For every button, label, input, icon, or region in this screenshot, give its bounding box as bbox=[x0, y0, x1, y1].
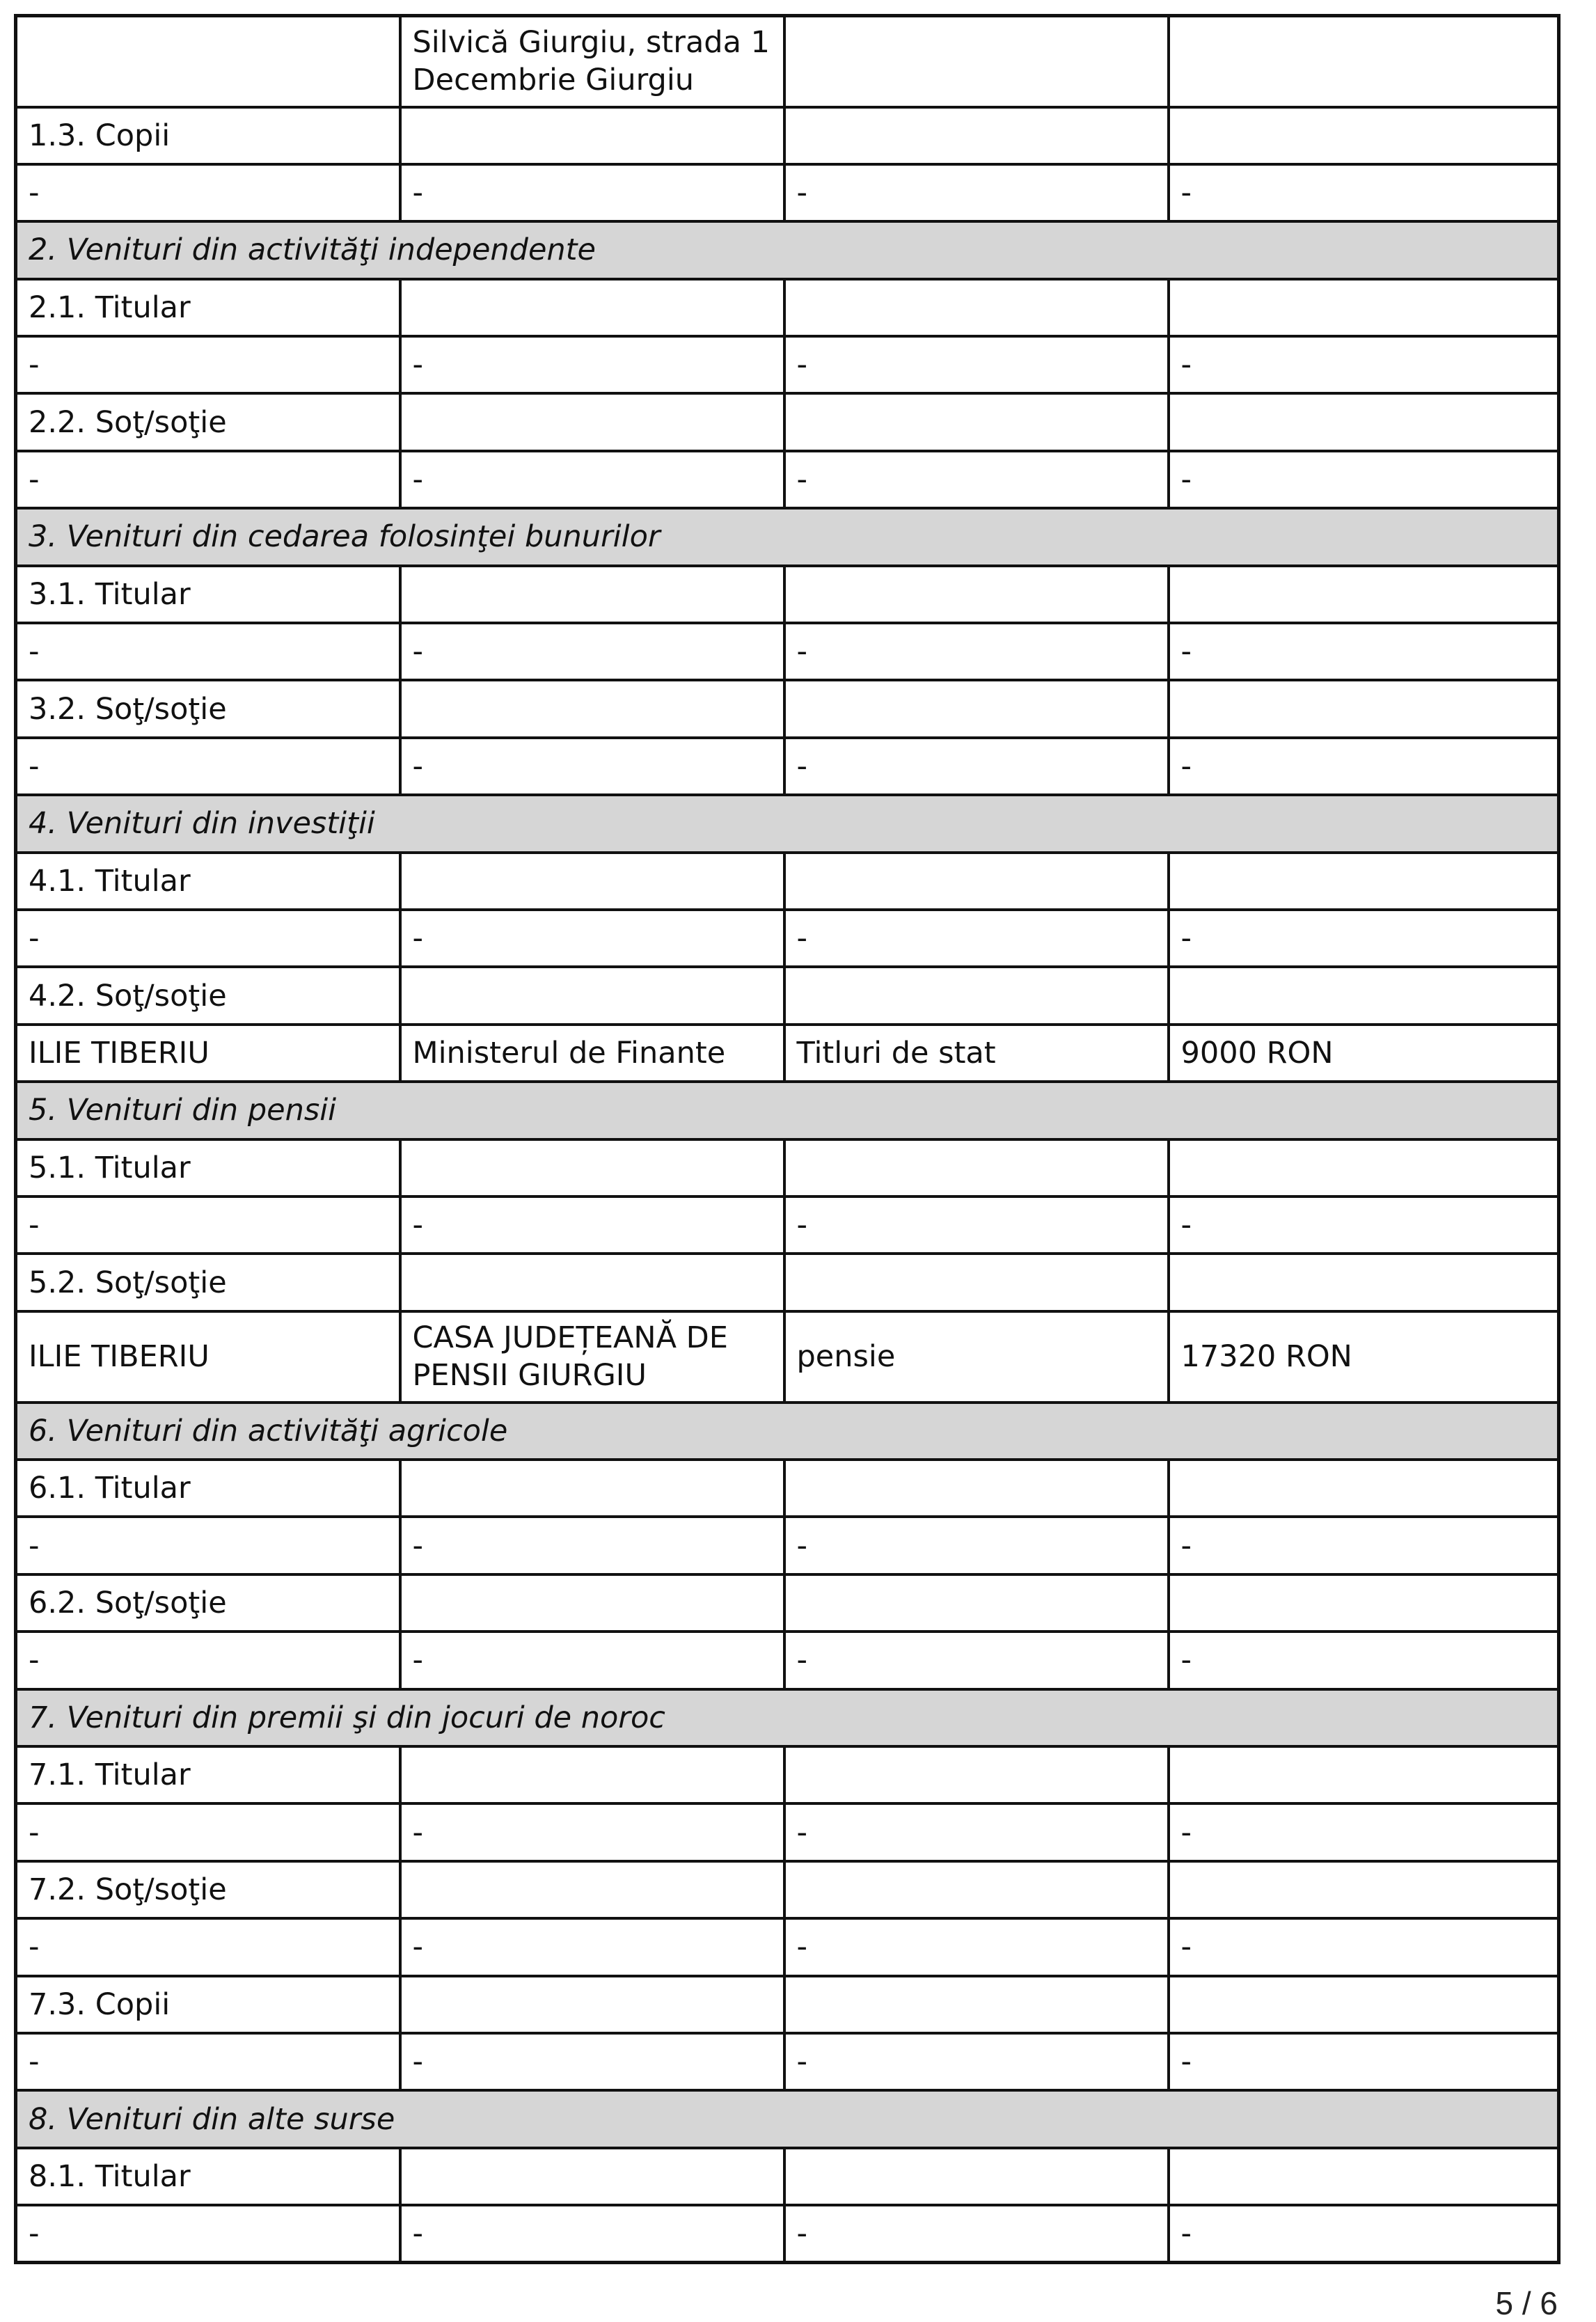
table-cell: ILIE TIBERIU bbox=[16, 1311, 400, 1403]
section-header-row bbox=[16, 1403, 1559, 1460]
table-cell: 4.2. Soţ/soţie bbox=[16, 967, 400, 1024]
table-cell: - bbox=[400, 336, 784, 393]
table-cell bbox=[1169, 967, 1559, 1024]
table-cell: - bbox=[784, 2205, 1169, 2262]
table-cell: - bbox=[1169, 623, 1559, 680]
table-cell: - bbox=[400, 1803, 784, 1861]
table-cell bbox=[784, 1861, 1169, 1918]
table-cell: - bbox=[16, 2033, 400, 2090]
table-cell: 2.1. Titular bbox=[16, 279, 400, 336]
table-cell: - bbox=[1169, 451, 1559, 508]
income-declaration-table bbox=[14, 14, 1561, 2264]
table-cell: Silvică Giurgiu, strada 1 Decembrie Giurgiu bbox=[400, 16, 784, 107]
table-row bbox=[16, 1861, 1559, 1918]
table-cell: - bbox=[400, 451, 784, 508]
table-cell bbox=[400, 1976, 784, 2033]
table-row bbox=[16, 1460, 1559, 1517]
table-row bbox=[16, 738, 1559, 795]
table-cell: 7.1. Titular bbox=[16, 1746, 400, 1803]
table-cell: - bbox=[1169, 336, 1559, 393]
table-cell bbox=[784, 853, 1169, 910]
table-row bbox=[16, 336, 1559, 393]
table-cell: - bbox=[784, 623, 1169, 680]
table-cell bbox=[1169, 16, 1559, 107]
table-row bbox=[16, 1746, 1559, 1803]
table-cell: - bbox=[784, 1918, 1169, 1975]
section-title: 4. Venituri din investiţii bbox=[16, 795, 1559, 852]
table-cell bbox=[400, 1460, 784, 1517]
table-cell: - bbox=[16, 1517, 400, 1574]
table-cell: 8.1. Titular bbox=[16, 2148, 400, 2205]
table-cell: - bbox=[16, 1918, 400, 1975]
section-header-row bbox=[16, 1082, 1559, 1139]
table-cell bbox=[400, 2148, 784, 2205]
section-header-row bbox=[16, 508, 1559, 565]
table-cell bbox=[1169, 1746, 1559, 1803]
table-cell bbox=[1169, 1574, 1559, 1632]
table-cell bbox=[1169, 2148, 1559, 2205]
table-cell: - bbox=[784, 336, 1169, 393]
table-cell: ILIE TIBERIU bbox=[16, 1025, 400, 1082]
section-header-row bbox=[16, 1689, 1559, 1746]
table-cell: Ministerul de Finante bbox=[400, 1025, 784, 1082]
table-cell bbox=[1169, 680, 1559, 737]
table-cell: - bbox=[16, 336, 400, 393]
table-cell bbox=[400, 1574, 784, 1632]
table-cell: 1.3. Copii bbox=[16, 107, 400, 164]
section-title: 8. Venituri din alte surse bbox=[16, 2090, 1559, 2147]
table-cell: - bbox=[16, 451, 400, 508]
page-number: 5 / 6 bbox=[1495, 2285, 1558, 2321]
table-cell: - bbox=[400, 1918, 784, 1975]
table-cell: - bbox=[16, 164, 400, 221]
table-cell bbox=[1169, 1861, 1559, 1918]
table-cell: 2.2. Soţ/soţie bbox=[16, 393, 400, 450]
table-cell bbox=[784, 16, 1169, 107]
table-cell bbox=[400, 393, 784, 450]
table-cell: - bbox=[400, 164, 784, 221]
table-cell: - bbox=[16, 1196, 400, 1254]
table-row bbox=[16, 1025, 1559, 1082]
table-cell: - bbox=[784, 1632, 1169, 1689]
table-row bbox=[16, 1632, 1559, 1689]
table-cell bbox=[400, 107, 784, 164]
table-row bbox=[16, 1139, 1559, 1196]
table-cell: 7.3. Copii bbox=[16, 1976, 400, 2033]
table-cell bbox=[1169, 1254, 1559, 1311]
table-cell: 17320 RON bbox=[1169, 1311, 1559, 1403]
table-cell bbox=[1169, 107, 1559, 164]
table-cell bbox=[400, 680, 784, 737]
section-header-row bbox=[16, 795, 1559, 852]
table-cell: 5.2. Soţ/soţie bbox=[16, 1254, 400, 1311]
table-cell bbox=[1169, 393, 1559, 450]
table-cell: - bbox=[400, 2205, 784, 2262]
table-cell: - bbox=[784, 1517, 1169, 1574]
table-cell: - bbox=[400, 2033, 784, 2090]
table-cell bbox=[1169, 1976, 1559, 2033]
table-cell: - bbox=[784, 1196, 1169, 1254]
table-cell bbox=[400, 1861, 784, 1918]
table-cell: CASA JUDEȚEANĂ DE PENSII GIURGIU bbox=[400, 1311, 784, 1403]
table-row bbox=[16, 1517, 1559, 1574]
table-cell: - bbox=[1169, 1196, 1559, 1254]
table-cell bbox=[1169, 1139, 1559, 1196]
table-cell bbox=[784, 680, 1169, 737]
table-cell: 4.1. Titular bbox=[16, 853, 400, 910]
table-row bbox=[16, 2033, 1559, 2090]
table-cell bbox=[784, 1139, 1169, 1196]
table-cell bbox=[400, 1254, 784, 1311]
table-row bbox=[16, 16, 1559, 107]
table-cell bbox=[1169, 279, 1559, 336]
table-cell: 3.1. Titular bbox=[16, 566, 400, 623]
table-cell: - bbox=[16, 1632, 400, 1689]
table-row bbox=[16, 1918, 1559, 1975]
table-cell: 9000 RON bbox=[1169, 1025, 1559, 1082]
table-row bbox=[16, 1196, 1559, 1254]
table-cell: - bbox=[1169, 164, 1559, 221]
table-cell: - bbox=[1169, 910, 1559, 967]
section-title: 7. Venituri din premii şi din jocuri de noroc bbox=[16, 1689, 1559, 1746]
table-cell bbox=[784, 967, 1169, 1024]
table-cell: - bbox=[784, 910, 1169, 967]
table-cell: - bbox=[1169, 738, 1559, 795]
table-cell: Titluri de stat bbox=[784, 1025, 1169, 1082]
table-cell: 7.2. Soţ/soţie bbox=[16, 1861, 400, 1918]
table-cell: - bbox=[16, 738, 400, 795]
table-cell: - bbox=[1169, 1632, 1559, 1689]
table-row bbox=[16, 910, 1559, 967]
table-cell bbox=[784, 566, 1169, 623]
table-cell bbox=[400, 566, 784, 623]
table-cell: - bbox=[784, 1803, 1169, 1861]
table-row bbox=[16, 1311, 1559, 1403]
table-cell: - bbox=[784, 738, 1169, 795]
table-row bbox=[16, 279, 1559, 336]
table-cell: - bbox=[16, 2205, 400, 2262]
table-row bbox=[16, 107, 1559, 164]
table-row bbox=[16, 853, 1559, 910]
table-cell bbox=[784, 1574, 1169, 1632]
table-cell bbox=[784, 1976, 1169, 2033]
table-cell: - bbox=[1169, 2205, 1559, 2262]
table-cell: 3.2. Soţ/soţie bbox=[16, 680, 400, 737]
table-cell: 6.2. Soţ/soţie bbox=[16, 1574, 400, 1632]
table-row bbox=[16, 451, 1559, 508]
table-cell: - bbox=[1169, 1803, 1559, 1861]
section-title: 5. Venituri din pensii bbox=[16, 1082, 1559, 1139]
table-cell bbox=[1169, 853, 1559, 910]
table-cell: - bbox=[400, 738, 784, 795]
table-cell: - bbox=[400, 910, 784, 967]
table-row bbox=[16, 2205, 1559, 2262]
table-cell: - bbox=[400, 1517, 784, 1574]
table-cell: - bbox=[400, 1632, 784, 1689]
section-header-row bbox=[16, 2090, 1559, 2147]
section-header-row bbox=[16, 221, 1559, 278]
table-cell bbox=[784, 1746, 1169, 1803]
table-cell bbox=[16, 16, 400, 107]
table-cell: - bbox=[400, 1196, 784, 1254]
table-cell: - bbox=[400, 623, 784, 680]
table-row bbox=[16, 1254, 1559, 1311]
table-cell: - bbox=[784, 2033, 1169, 2090]
table-cell: - bbox=[1169, 2033, 1559, 2090]
table-row bbox=[16, 680, 1559, 737]
table-cell bbox=[784, 1254, 1169, 1311]
table-cell: - bbox=[784, 164, 1169, 221]
table-cell: 5.1. Titular bbox=[16, 1139, 400, 1196]
table-cell bbox=[400, 853, 784, 910]
table-cell bbox=[400, 1139, 784, 1196]
table-cell bbox=[400, 279, 784, 336]
table-cell bbox=[784, 393, 1169, 450]
table-cell: - bbox=[16, 1803, 400, 1861]
table-cell: 6.1. Titular bbox=[16, 1460, 400, 1517]
table-cell: pensie bbox=[784, 1311, 1169, 1403]
table-row bbox=[16, 566, 1559, 623]
table-row bbox=[16, 1574, 1559, 1632]
table-cell bbox=[784, 1460, 1169, 1517]
table-cell bbox=[784, 107, 1169, 164]
table-body bbox=[16, 16, 1559, 2263]
table-cell: - bbox=[784, 451, 1169, 508]
table-cell bbox=[784, 2148, 1169, 2205]
table-row bbox=[16, 2148, 1559, 2205]
table-cell: - bbox=[16, 910, 400, 967]
table-cell bbox=[400, 1746, 784, 1803]
table-cell bbox=[400, 967, 784, 1024]
table-row bbox=[16, 623, 1559, 680]
section-title: 3. Venituri din cedarea folosinţei bunurilor bbox=[16, 508, 1559, 565]
table-row bbox=[16, 393, 1559, 450]
table-row bbox=[16, 1803, 1559, 1861]
table-row bbox=[16, 1976, 1559, 2033]
section-title: 2. Venituri din activităţi independente bbox=[16, 221, 1559, 278]
table-cell bbox=[784, 279, 1169, 336]
table-row bbox=[16, 967, 1559, 1024]
table-cell: - bbox=[1169, 1918, 1559, 1975]
table-cell: - bbox=[16, 623, 400, 680]
table-row bbox=[16, 164, 1559, 221]
section-title: 6. Venituri din activităţi agricole bbox=[16, 1403, 1559, 1460]
table-cell: - bbox=[1169, 1517, 1559, 1574]
table-cell bbox=[1169, 566, 1559, 623]
table-cell bbox=[1169, 1460, 1559, 1517]
